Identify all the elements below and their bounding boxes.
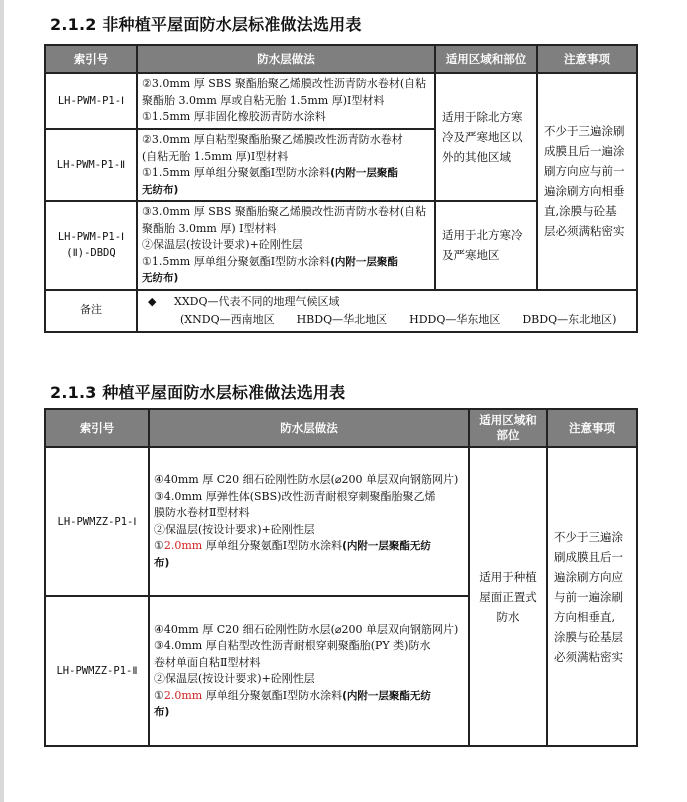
row-note: 不少于三遍涂刷 成膜且后一遍涂 刷方向应与前一 遍涂刷方向相垂 直,涂膜与砼基 层必须满粘密实 [537, 73, 637, 290]
row-code: LH-PWMZZ-P1-Ⅰ [45, 447, 149, 596]
row-area-general: 适用于除北方寒 冷及严寒地区以 外的其他区域 [435, 73, 537, 201]
row-area-planting: 适用于种植 屋面正置式 防水 [469, 447, 547, 746]
table-row [45, 73, 637, 129]
row-code: LH-PWMZZ-P1-Ⅱ [45, 596, 149, 746]
row-code: LH-PWM-P1-Ⅱ [45, 129, 137, 201]
section-title-planting: 2.1.3 种植平屋面防水层标准做法选用表 [50, 383, 346, 402]
header-method: 防水层做法 [149, 409, 469, 447]
remarks-label: 备注 [45, 290, 137, 332]
row-method: ②3.0mm 厚自粘型聚酯胎聚乙烯膜改性沥青防水卷材 (自粘无胎 1.5mm 厚)Ⅰ型材料 ①1.5mm 厚单组分聚氨酯Ⅰ型防水涂料(内附一层聚酯 无纺布) [137, 129, 435, 201]
header-note: 注意事项 [547, 409, 637, 447]
header-note: 注意事项 [537, 45, 637, 73]
row-note: 不少于三遍涂 刷成膜且后一 遍涂刷方向应 与前一遍涂刷 方向相垂直, 涂膜与砼基层 必须满粘密实 [547, 447, 637, 746]
row-area-north: 适用于北方寒冷 及严寒地区 [435, 201, 537, 290]
header-code: 索引号 [45, 409, 149, 447]
header-area: 适用区域和 部位 [469, 409, 547, 447]
page-edge-shadow [0, 0, 4, 802]
row-code: LH-PWM-P1-Ⅰ (Ⅱ)-DBDQ [45, 201, 137, 290]
diamond-bullet-icon: ◆ [148, 294, 157, 308]
remarks-content: ◆ XXDQ—代表不同的地理气候区域 (XNDQ—西南地区 HBDQ—华北地区 HDDQ—华东地区 DBDQ—东北地区) [137, 290, 637, 332]
row-method: ③3.0mm 厚 SBS 聚酯胎聚乙烯膜改性沥青防水卷材(自粘 聚酯胎 3.0mm 厚) Ⅰ型材料 ②保温层(按设计要求)+砼刚性层 ①1.5mm 厚单组分聚氨酯Ⅰ型防水涂料(内附一层聚酯 无纺布) [137, 201, 435, 290]
remarks-row [45, 290, 637, 332]
planting-roof-table [44, 408, 638, 747]
table-header-row [45, 409, 637, 447]
row-method: ②3.0mm 厚 SBS 聚酯胎聚乙烯膜改性沥青防水卷材(自粘 聚酯胎 3.0mm 厚或自粘无胎 1.5mm 厚)Ⅰ型材料 ①1.5mm 厚非固化橡胶沥青防水涂料 [137, 73, 435, 129]
table-row [45, 447, 637, 596]
row-method: ④40mm 厚 C20 细石砼刚性防水层(⌀200 单层双向钢筋网片) ③4.0mm 厚弹性体(SBS)改性沥青耐根穿刺聚酯胎聚乙烯 膜防水卷材Ⅱ型材料 ②保温层(按设计要求)+砼刚性层 ①2.0mm 厚单组分聚氨酯Ⅰ型防水涂料(内附一层聚酯无纺 布) [149, 447, 469, 596]
row-method: ④40mm 厚 C20 细石砼刚性防水层(⌀200 单层双向钢筋网片) ③4.0mm 厚自粘型改性沥青耐根穿刺聚酯胎(PY 类)防水 卷材单面自粘Ⅱ型材料 ②保温层(按设计要求)+砼刚性层 ①2.0mm 厚单组分聚氨酯Ⅰ型防水涂料(内附一层聚酯无纺 布) [149, 596, 469, 746]
header-code: 索引号 [45, 45, 137, 73]
section-title-non-planting: 2.1.2 非种植平屋面防水层标准做法选用表 [50, 15, 362, 34]
non-planting-roof-table [44, 44, 638, 333]
header-area: 适用区域和部位 [435, 45, 537, 73]
table-header-row [45, 45, 637, 73]
header-method: 防水层做法 [137, 45, 435, 73]
row-code: LH-PWM-P1-Ⅰ [45, 73, 137, 129]
